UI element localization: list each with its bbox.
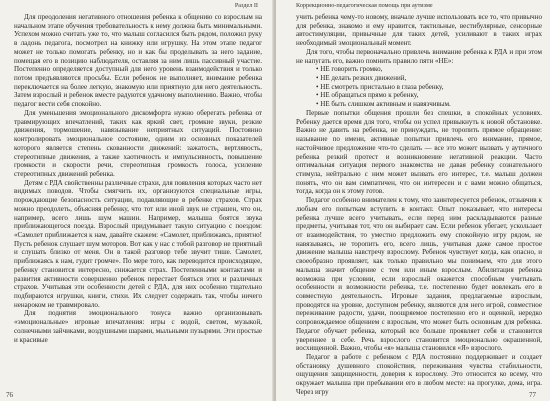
paragraph: учить ребенка чему-то новому, вначале лучше использовать все то, что привычно для ребенка, знакомо и ему нравится, тактильные, вестибулярные, сенсорные автостимуляции, привычные для таких детей, усиливают в таких играх необходимый эмоциональный момент.	[296, 13, 542, 48]
left-page-number: 76	[6, 391, 13, 399]
list-item: • НЕ говорить громко,	[316, 65, 383, 74]
list-item: • НЕ обращаться прямо к ребенку,	[316, 91, 419, 100]
left-page	[0, 0, 274, 401]
list-item: • НЕ быть слишком активным и навязчивым.	[316, 100, 451, 109]
right-page	[276, 0, 550, 401]
left-running-header: Раздел II	[234, 2, 258, 9]
five-rules-list	[296, 65, 542, 109]
paragraph: Для уменьшения эмоционального дискомфорта нужно оберегать ребенка от травмирующих впечатлений, таких как яркий свет, громкие звуки, резкие движения, тормошение, навязывание неприятных ситуаций. Постоянно контролировать эмоциональное состояние, одним из основных показателей которого является степень скованности движений: зажатость, вертлявость, стереотипные движения, а также хаотичность и импульсивность, повышение громкости и скорости речи, стереотипная громкость голоса, усиление стереотипных движений ребенка.	[14, 108, 262, 178]
paragraph: Детям с РДА свойственны различные страхи, для появления которых часто нет видимых поводов. Чтобы смягчить их, организуются специальные игры, порождающие безопасность ситуации, подавляющие в ребенке страхов. Страх можно преодолеть, объясняя ребенку, что тот или иной звук не страшен, что он, например, всего лишь шум машин. Например, малыша боятся звука приближающегося поезда. Взрослый придумывает такую ситуацию с поездом: «Самолет приближается к нам, давайте скажем: «Самолет, приближаясь, приятно! Пусть ребенок слушает шум моторов. Вот как у нас с тобой разговор не приятный и слушать близко от меня. Он в такой разговор тебе звучит тише. Самолет, приближаясь к нам, гудит громче». По мере того, как переводится происходящее, ребенку становится интересно, снижается страх. Постепенными контактами и развития активности совершенно ребенок перестает бояться этих и различных страхов. Учитывая эти особенности детей с РДА, для них особенно тщательно подбираются игрушки, книги, стихи. Их следует содержать так, чтобы ничего ненароком не травмировало.	[14, 178, 262, 309]
right-page-body	[296, 13, 542, 397]
left-page-body	[14, 13, 262, 344]
paragraph: Для преодоления негативного отношения ребенка к общению со взрослым на начальном этапе обучения требовательность к нему должна быть минимальными. Успехом можно считать уже то, что малыш согласился быть рядом, положил руку в ладонь педагога, посмотрел на книжку или игрушку. На этом этапе педагог может не только помогать ребенку, но и как бы проделывать за него задание, помещая его в позицию наблюдателя, оставляя за ним лишь пассивный участие. Постепенно определяется доступный для него уровень взаимодействия и только потом предъявляются просьбы. Если ребенок не выполняет, внимание ребенка переключается на более легкую, знакомую или приятную для него деятельность. Затем взрослый и ребенок вместе радуются удачному выполнению. Важно, чтобы педагог вести себя спокойно.	[14, 13, 262, 109]
paragraph: Первые попытки общения прошли без спешки, в спокойных условиях. Ребенку дается время для того, чтобы он успел привыкнуть к новой обстановке. Важно не давить на ребенка, не принуждать, не торопить прямое обращение: называние по имени, активные попытки привлечь его внимание, прямое, настойчивое предложение что-то сделать — все это может вызвать у аутичного ребенка резкий протест и возникновение негативной реакции. Часто оптимальная ситуация первого знакомства не давая ребенку сознательного стимула, нейтрально с ним может вызвать его интерес, т.е. малыш должен понять, что он вам симпатичен, что он интересен и с вами можно общаться, тогда, когда он к этому готов.	[296, 108, 542, 196]
paragraph: Педагог особенно внимателен к тому, что заинтересуется ребенок, отзывчив к любым его попыткам вступить в контакт. Опыт показывает, что интересы ребенка лучше всего учитывать, если перед ним раскладываются разные предметы, учитывая тот, что он выбирает сам. Если ребенок убегает, ускользает от взаимодействия, то уместно предложить ему спокойную игру рядом, не навязываясь, не торопить его, всего лишь, учитывая даже самое простое движение малыша навстречу взрослому. Ребенок чувствует когда, как опасно, и своеобразно проявляет, как только правильно мы понимаем, что для этого малыша значит общение с тем или иным взрослым. Абилитация ребенка возможна при условии, если взрослый окажется способным учитывать особенности и возможности ребенка, т.е. постепенно будет вовлекать его в совместную деятельность. Игровые задания, предлагаемые взрослым, проводятся на уровне, доступном ребенку, являются для него игрой, совместное переживание радости, удачи, поощряемое постепенно его и оценкой, нередко сопровождаемое общением с взрослым, что может быть основным для ребенка. Педагог обучает ребенка, который все больше проявляет себя и становится увереннее в себе. Речь взрослого становится эмоционально окрашенной, восхищенной. Важно, чтобы «я» малыша становился «Я» взрослого.	[296, 196, 542, 353]
paragraph: Педагог в работе с ребенком с РДА постоянно поддерживает и создает обстановку душевного спокойствия, переживания чувства стабильности, ощущения защищенности, доверия к взрослому. Это относится ко всему, что окружает малыша при пребывании его в любом месте: на прогулке, дома, игра. Через игру	[296, 353, 542, 396]
list-item: • НЕ смотреть пристально в глаза ребенку,	[316, 82, 444, 91]
paragraph: Для поднятия эмоционального тонуса важно организовывать «эмоциональные» игровые впечатления: игры с водой, светом, музыкой, солнечными зайчиками, воздушными шарами, мыльными пузырями. Эти простые и красивые	[14, 309, 262, 344]
list-item: • НЕ делать резких движений,	[316, 74, 407, 83]
paragraph: Для того, чтобы первоначально привлечь внимание ребенка к РДА и при этом не напугать его, важно помнить правило пяти «НЕ»:	[296, 47, 542, 65]
right-running-header: Коррекционно-педагогическая помощь при аутизме	[296, 2, 433, 9]
right-page-number: 77	[529, 391, 536, 399]
